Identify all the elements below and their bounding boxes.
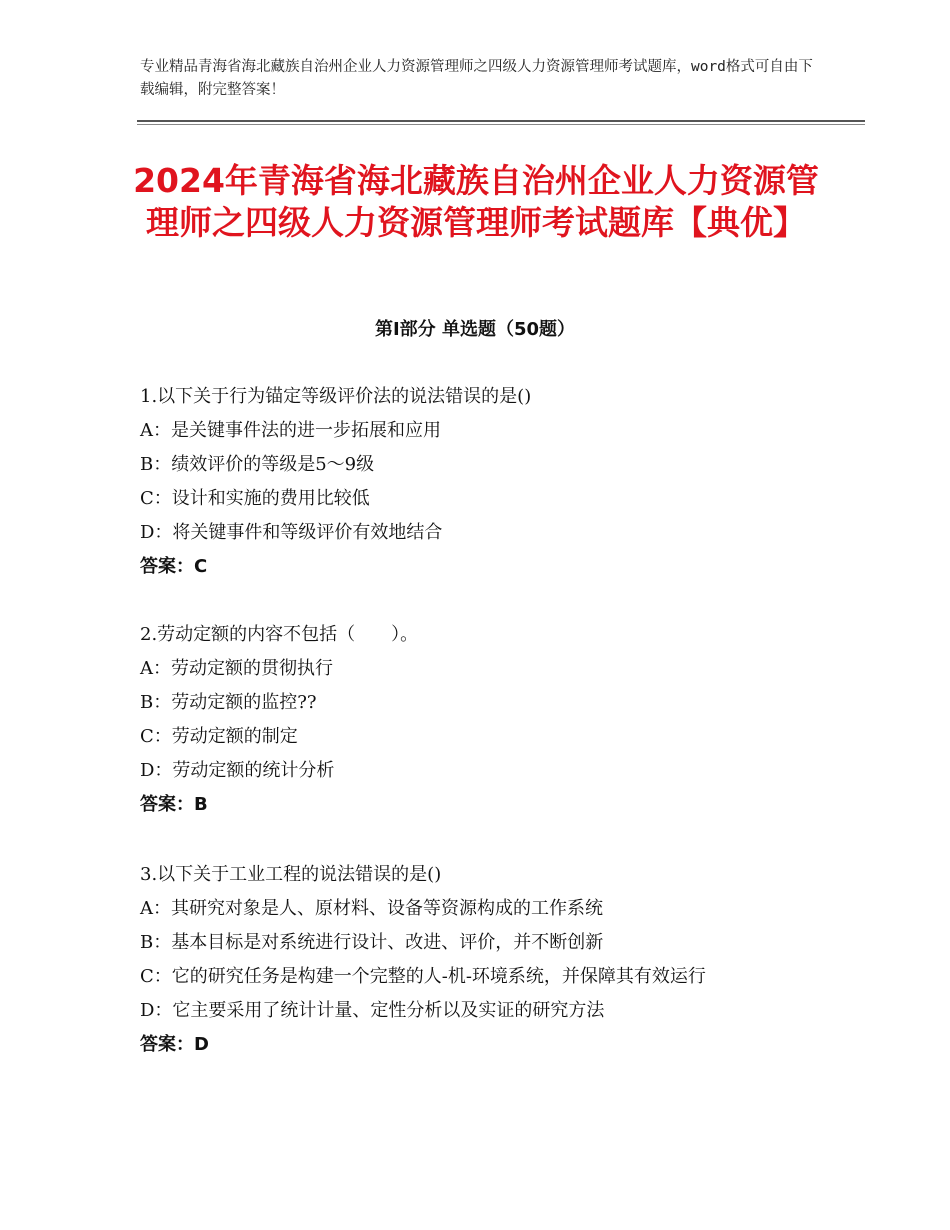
header-note: 专业精品青海省海北藏族自治州企业人力资源管理师之四级人力资源管理师考试题库，word格式可自由下载编辑，附完整答案！: [140, 59, 813, 98]
option-d: D：它主要采用了统计计量、定性分析以及实证的研究方法: [140, 1000, 605, 1021]
header-rule-thin: [137, 124, 865, 125]
question-stem: 1.以下关于行为锚定等级评价法的说法错误的是(): [140, 386, 532, 407]
option-a: A：其研究对象是人、原材料、设备等资源构成的工作系统: [140, 898, 603, 919]
header-rule: [137, 120, 865, 122]
answer: 答案：B: [140, 794, 208, 815]
question-stem: 2.劳动定额的内容不包括（ ）。: [140, 624, 419, 645]
option-c: C：它的研究任务是构建一个完整的人-机-环境系统，并保障其有效运行: [140, 966, 706, 987]
question-1: [140, 380, 820, 584]
option-a: A：劳动定额的贯彻执行: [140, 658, 333, 679]
option-c: C：设计和实施的费用比较低: [140, 488, 370, 509]
answer: 答案：D: [140, 1034, 209, 1055]
question-3: [140, 858, 820, 1062]
option-d: D：劳动定额的统计分析: [140, 760, 335, 781]
section-heading: 第Ⅰ部分 单选题（50题）: [374, 319, 575, 340]
option-d: D：将关键事件和等级评价有效地结合: [140, 522, 443, 543]
option-b: B：绩效评价的等级是5～9级: [140, 454, 375, 475]
option-b: B：基本目标是对系统进行设计、改进、评价，并不断创新: [140, 932, 604, 953]
option-a: A：是关键事件法的进一步拓展和应用: [140, 420, 441, 441]
answer: 答案：C: [140, 556, 208, 577]
option-b: B：劳动定额的监控??: [140, 692, 317, 713]
document-title: 2024年青海省海北藏族自治州企业人力资源管理师之四级人力资源管理师考试题库【典优】: [133, 161, 819, 242]
question-2: [140, 618, 820, 822]
option-c: C：劳动定额的制定: [140, 726, 298, 747]
question-stem: 3.以下关于工业工程的说法错误的是(): [140, 864, 442, 885]
